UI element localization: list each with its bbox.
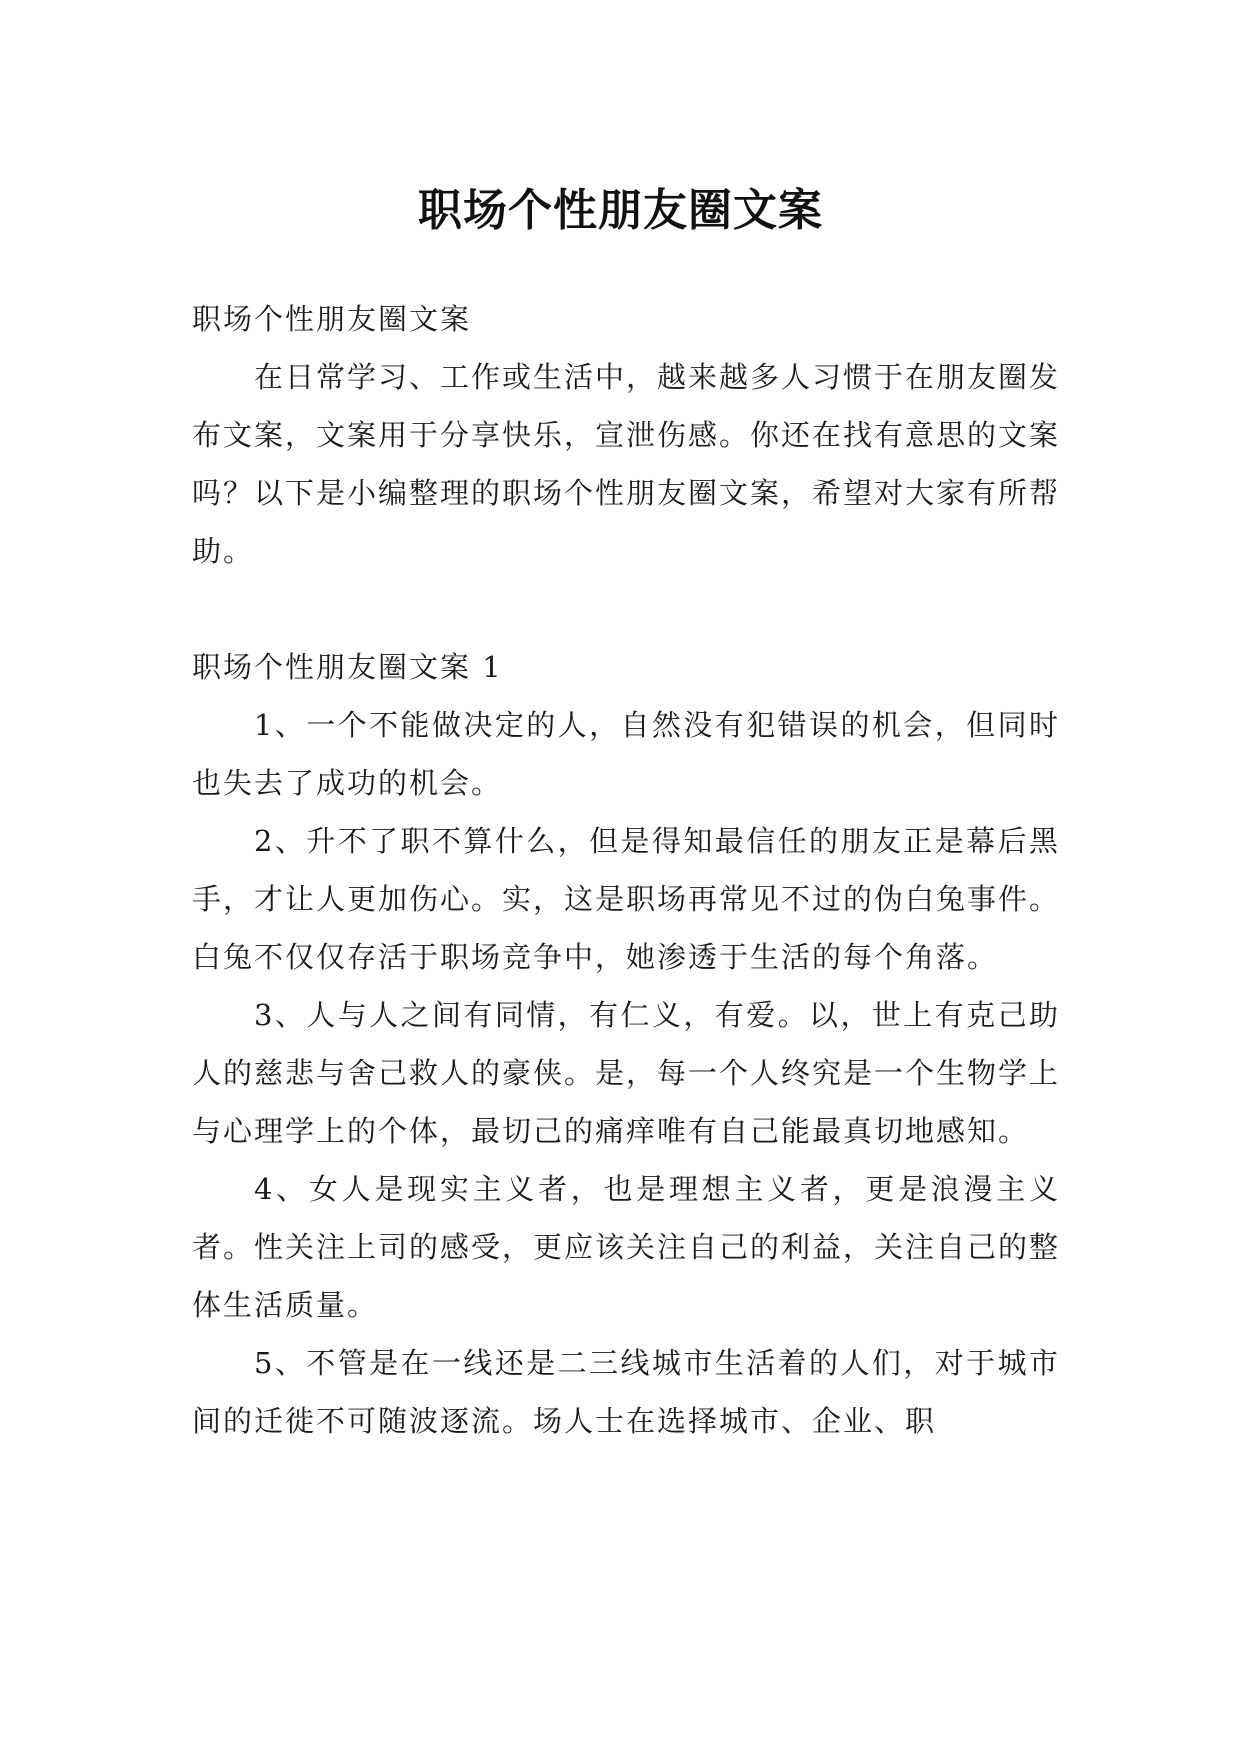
document-body [192,290,1060,1450]
list-item: 1、一个不能做决定的人，自然没有犯错误的机会，但同时也失去了成功的机会。 [192,708,1060,800]
intro-paragraph: 在日常学习、工作或生活中，越来越多人习惯于在朋友圈发布文案，文案用于分享快乐，宣泄伤感。你还在找有意思的文案吗？以下是小编整理的职场个性朋友圈文案，希望对大家有所帮助。 [192,360,1061,568]
document-subtitle: 职场个性朋友圈文案 [192,302,472,336]
list-item: 2、升不了职不算什么，但是得知最信任的朋友正是幕后黑手，才让人更加伤心。实，这是职场再常见不过的伪白兔事件。白兔不仅仅存活于职场竞争中，她渗透于生活的每个角落。 [192,824,1061,974]
list-item: 4、女人是现实主义者，也是理想主义者，更是浪漫主义者。性关注上司的感受，更应该关注自己的利益，关注自己的整体生活质量。 [192,1172,1061,1322]
list-item: 3、人与人之间有同情，有仁义，有爱。以，世上有克己助人的慈悲与舍己救人的豪侠。是，每一个人终究是一个生物学上与心理学上的个体，最切己的痛痒唯有自己能最真切地感知。 [192,998,1061,1148]
document-title: 职场个性朋友圈文案 [418,185,823,237]
list-item: 5、不管是在一线还是二三线城市生活着的人们，对于城市间的迁徙不可随波逐流。场人士在选择城市、企业、职 [192,1346,1060,1438]
section-heading: 职场个性朋友圈文案 1 [192,650,503,684]
